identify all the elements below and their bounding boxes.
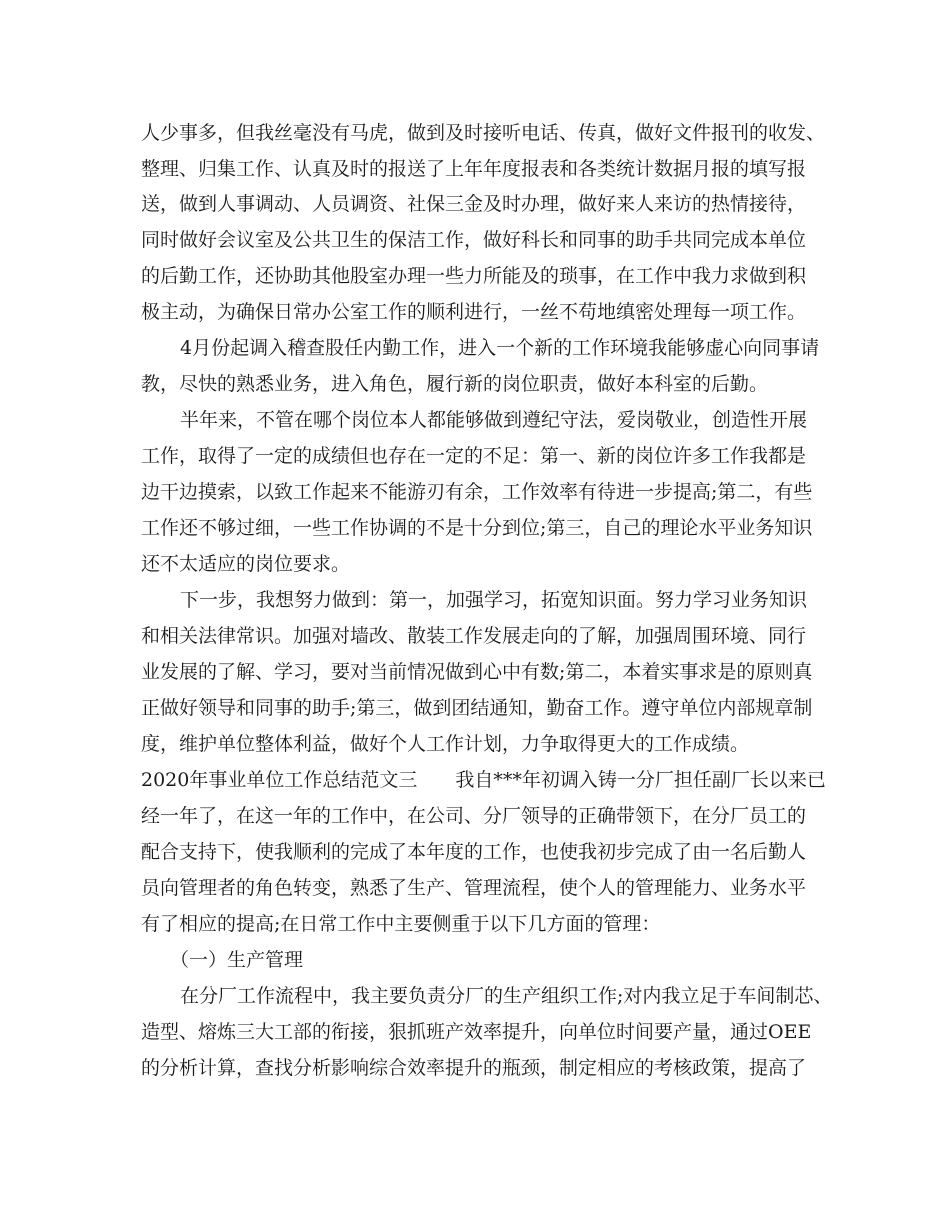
- text-line: 4月份起调入稽查股任内勤工作，进入一个新的工作环境我能够虚心向同事请: [180, 337, 820, 359]
- text-line: 配合支持下，使我顺利的完成了本年度的工作，也使我初步完成了由一名后勤人: [141, 841, 807, 863]
- text-line: 造型、熔炼三大工部的衔接，狠抓班产效率提升，向单位时间要产量，通过OEE: [141, 1021, 812, 1043]
- text-line: 人少事多，但我丝毫没有马虎，做到及时接听电话、传真，做好文件报刊的收发、: [141, 122, 826, 144]
- text-line: 2020年事业单位工作总结范文三 我自***年初调入铸一分厂担任副厂长以来已: [141, 769, 826, 791]
- text-line: 和相关法律常识。加强对墙改、散装工作发展走向的了解，加强周围环境、同行: [141, 625, 807, 647]
- text-line: 教，尽快的熟悉业务，进入角色，履行新的岗位职责，做好本科室的后勤。: [141, 373, 769, 395]
- text-line: 同时做好会议室及公共卫生的保洁工作，做好科长和同事的助手共同完成本单位: [141, 229, 807, 251]
- text-line: 经一年了，在这一年的工作中，在公司、分厂领导的正确带领下，在分厂员工的: [141, 805, 807, 827]
- section-heading: （一）生产管理: [170, 949, 304, 971]
- text-line: 有了相应的提高;在日常工作中主要侧重于以下几方面的管理：: [141, 913, 661, 935]
- text-line: 极主动，为确保日常办公室工作的顺利进行，一丝不苟地缜密处理每一项工作。: [141, 301, 807, 323]
- text-line: 工作，取得了一定的成绩但也存在一定的不足：第一、新的岗位许多工作我都是: [141, 445, 807, 467]
- text-line: 还不太适应的岗位要求。: [141, 553, 351, 575]
- text-line: 的分析计算，查找分析影响综合效率提升的瓶颈，制定相应的考核政策，提高了: [141, 1057, 807, 1079]
- text-line: 工作还不够过细，一些工作协调的不是十分到位;第三，自己的理论水平业务知识: [141, 517, 813, 539]
- text-line: 正做好领导和同事的助手;第三，做到团结通知，勤奋工作。遵守单位内部规章制: [141, 697, 813, 719]
- text-line: 下一步，我想努力做到：第一，加强学习，拓宽知识面。努力学习业务知识: [180, 589, 808, 611]
- text-line: 的后勤工作，还协助其他股室办理一些力所能及的琐事，在工作中我力求做到积: [141, 265, 807, 287]
- text-line: 员向管理者的角色转变，熟悉了生产、管理流程，使个人的管理能力、业务水平: [141, 877, 807, 899]
- text-line: 送，做到人事调动、人员调资、社保三金及时办理，做好来人来访的热情接待，: [141, 193, 807, 215]
- text-line: 在分厂工作流程中，我主要负责分厂的生产组织工作;对内我立足于车间制芯、: [180, 985, 833, 1007]
- text-line: 业发展的了解、学习，要对当前情况做到心中有数;第二，本着实事求是的原则真: [141, 661, 813, 683]
- text-line: 度，维护单位整体利益，做好个人工作计划，力争取得更大的工作成绩。: [141, 733, 750, 755]
- text-line: 半年来，不管在哪个岗位本人都能够做到遵纪守法，爱岗敬业，创造性开展: [180, 409, 808, 431]
- text-line: 整理、归集工作、认真及时的报送了上年年度报表和各类统计数据月报的填写报: [141, 158, 807, 180]
- text-line: 边干边摸索，以致工作起来不能游刃有余，工作效率有待进一步提高;第二，有些: [141, 481, 813, 503]
